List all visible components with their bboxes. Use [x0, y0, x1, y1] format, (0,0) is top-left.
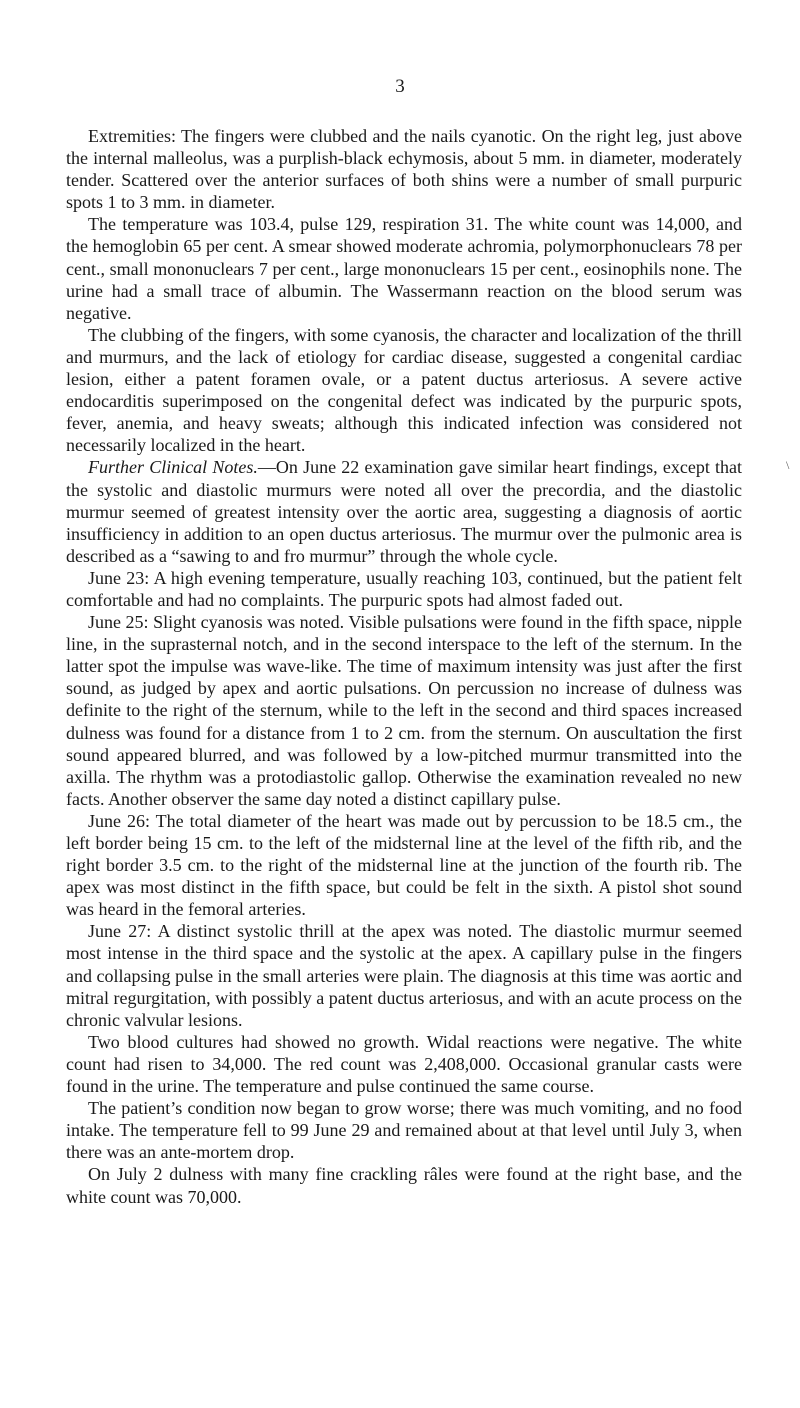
page-number: 3: [395, 76, 405, 97]
paragraph-condition-worse: The patient’s condition now began to grow worse; there was much vomiting, and no food intake. The temperature fell to 99 June 29 and remained about at that level until July 3, when there was an ante-mortem drop.: [66, 1098, 742, 1163]
paragraph-june-27: June 27: A distinct systolic thrill at the apex was noted. The diastolic murmur seemed most intense in the third space and the systolic at the apex. A capillary pulse in the fingers and collapsing pulse in the small arteries were plain. The diagnosis at this time was aortic and mitral regurgitation, with possibly a patent ductus arteriosus, and with an acute process on the chronic valvular lesions.: [66, 921, 742, 1030]
paragraph-june-23: June 23: A high evening temperature, usually reaching 103, continued, but the patient felt comfortable and had no complaints. The purpuric spots had almost faded out.: [66, 567, 742, 610]
paragraph-july-2: On July 2 dulness with many fine crackling râles were found at the right base, and the white count was 70,000.: [66, 1164, 742, 1207]
further-notes-heading: Further Clinical Notes.: [88, 457, 258, 478]
paragraph-vitals-lab: The temperature was 103.4, pulse 129, respiration 31. The white count was 14,000, and the hemoglobin 65 per cent. A smear showed moderate achromia, polymorphonuclears 78 per cent., small mononuclears 7 per cent., large mononuclears 15 per cent., eosinophils none. The urine had a small trace of albumin. The Wassermann reaction on the blood serum was negative.: [66, 214, 742, 323]
margin-mark: \: [786, 458, 790, 472]
paragraph-further-notes: [66, 456, 742, 566]
paragraph-blood-cultures: Two blood cultures had showed no growth. Widal reactions were negative. The white count had risen to 34,000. The red count was 2,408,000. Occasional granular casts were found in the urine. The temperature and pulse continued the same course.: [66, 1031, 742, 1097]
further-notes-text: —On June 22 examination gave similar heart findings, except that the systolic and diastolic murmurs were noted all over the precordia, and the diastolic murmur seemed of greatest intensity over the aortic area, suggesting a diagnosis of aortic insufficiency in addition to an open ductus arteriosus. The murmur over the pulmonic area is described as a “sawing to and fro murmur” through the whole cycle.: [66, 457, 742, 566]
paragraph-extremities: Extremities: The fingers were clubbed and the nails cyanotic. On the right leg, just above the internal malleolus, was a purplish-black echymosis, about 5 mm. in diameter, moderately tender. Scattered over the anterior surfaces of both shins were a number of small purpuric spots 1 to 3 mm. in diameter.: [66, 126, 742, 213]
paragraph-june-25: June 25: Slight cyanosis was noted. Visible pulsations were found in the fifth space, nipple line, in the suprasternal notch, and in the second interspace to the left of the sternum. In the latter spot the impulse was wave-like. The time of maximum intensity was just after the first sound, as judged by apex and aortic pulsations. On percussion no increase of dulness was definite to the right of the sternum, while to the left in the second and third spaces increased dulness was found for a distance from 1 to 2 cm. from the sternum. On auscultation the first sound appeared blurred, and was followed by a low-pitched murmur transmitted into the axilla. The rhythm was a protodiastolic gallop. Otherwise the examination revealed no new facts. Another observer the same day noted a distinct capillary pulse.: [66, 612, 742, 809]
document-body: [66, 125, 742, 1208]
paragraph-june-26: June 26: The total diameter of the heart was made out by percussion to be 18.5 cm., the left border being 15 cm. to the left of the midsternal line at the level of the fifth rib, and the right border 3.5 cm. to the right of the midsternal line at the junction of the fourth rib. The apex was most distinct in the fifth space, but could be felt in the sixth. A pistol shot sound was heard in the femoral arteries.: [66, 810, 742, 920]
paragraph-diagnosis: The clubbing of the fingers, with some cyanosis, the character and localization of the thrill and murmurs, and the lack of etiology for cardiac disease, suggested a congenital cardiac lesion, either a patent foramen ovale, or a patent ductus arteriosus. A severe active endocarditis superimposed on the congenital defect was indicated by the purpuric spots, fever, anemia, and heavy sweats; although this indicated infection was considered not necessarily localized in the heart.: [66, 324, 742, 456]
